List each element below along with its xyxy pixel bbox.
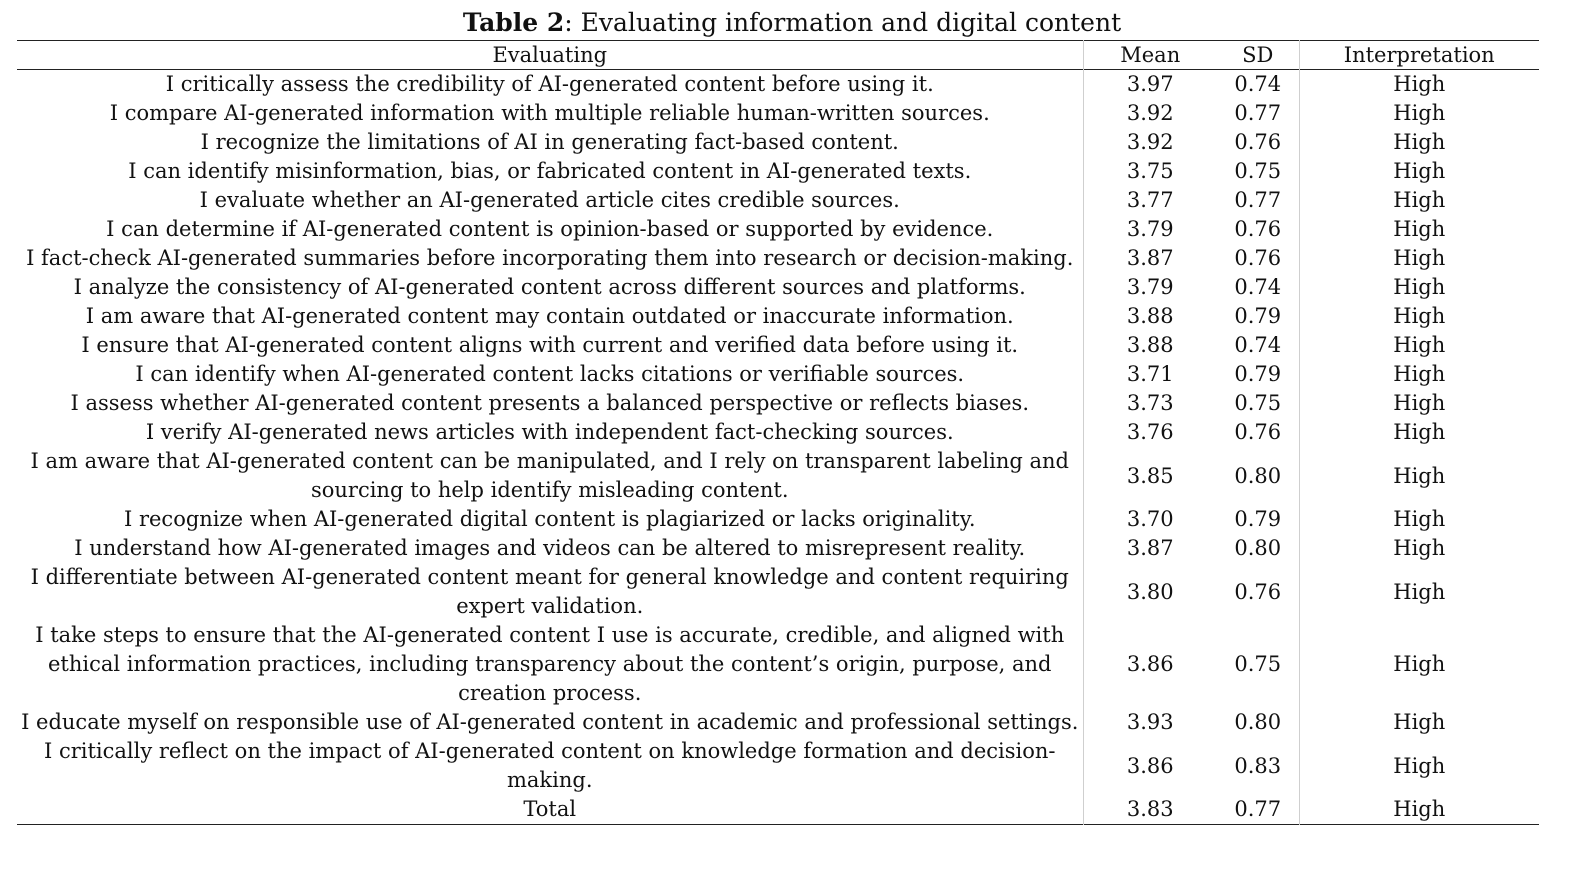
row-mean: 3.92 [1083, 99, 1217, 128]
row-statement: I critically reflect on the impact of AI-generated content on knowledge formation and decision-making. [44, 739, 1056, 792]
row-sd: 0.80 [1234, 536, 1282, 560]
table-row [17, 389, 1539, 418]
table-row [17, 215, 1539, 244]
row-sd: 0.74 [1234, 72, 1282, 96]
row-sd: 0.76 [1234, 579, 1282, 604]
row-interpretation: High [1299, 563, 1539, 621]
row-interpretation: High [1299, 534, 1539, 563]
table-caption [0, 6, 1584, 40]
table-row [17, 708, 1539, 737]
row-sd: 0.75 [1234, 159, 1282, 183]
row-interpretation: High [1299, 273, 1539, 302]
total-interpretation: High [1299, 795, 1539, 825]
row-statement: I evaluate whether an AI-generated article cites credible sources. [199, 188, 900, 212]
table-row [17, 621, 1539, 708]
row-sd: 0.77 [1234, 188, 1282, 212]
total-sd: 0.77 [1234, 797, 1282, 821]
row-mean: 3.87 [1083, 534, 1217, 563]
row-sd: 0.79 [1234, 362, 1282, 386]
row-mean: 3.97 [1083, 70, 1217, 100]
row-sd: 0.76 [1234, 217, 1282, 241]
row-interpretation: High [1299, 621, 1539, 708]
row-statement: I fact-check AI-generated summaries before incorporating them into research or decision-making. [26, 246, 1074, 270]
table-row [17, 534, 1539, 563]
row-statement: I compare AI-generated information with multiple reliable human-written sources. [109, 101, 990, 125]
row-statement: I understand how AI-generated images and videos can be altered to misrepresent reality. [74, 536, 1026, 560]
row-interpretation: High [1299, 244, 1539, 273]
header-statement: Evaluating [492, 43, 608, 67]
row-interpretation: High [1299, 128, 1539, 157]
table-row [17, 447, 1539, 505]
row-mean: 3.86 [1083, 621, 1217, 708]
row-mean: 3.88 [1083, 331, 1217, 360]
row-statement: I recognize the limitations of AI in generating fact-based content. [200, 130, 899, 154]
row-sd: 0.79 [1234, 304, 1282, 328]
table-caption-label: Table 2 [462, 8, 565, 37]
table-row [17, 128, 1539, 157]
row-sd: 0.76 [1234, 130, 1282, 154]
row-interpretation: High [1299, 505, 1539, 534]
row-sd: 0.77 [1234, 101, 1282, 125]
row-mean: 3.86 [1083, 737, 1217, 795]
row-interpretation: High [1299, 99, 1539, 128]
row-interpretation: High [1299, 447, 1539, 505]
row-statement: I analyze the consistency of AI-generated content across different sources and platforms. [73, 275, 1026, 299]
row-mean: 3.75 [1083, 157, 1217, 186]
row-mean: 3.87 [1083, 244, 1217, 273]
row-statement: I take steps to ensure that the AI-generated content I use is accurate, credible, and aligned with ethical information practices, including transparency about the content’s origin, purpose, and creation process. [35, 623, 1065, 705]
row-statement: I differentiate between AI-generated content meant for general knowledge and content requiring expert validation. [30, 565, 1069, 618]
row-interpretation: High [1299, 215, 1539, 244]
row-interpretation: High [1299, 70, 1539, 100]
row-mean: 3.80 [1083, 563, 1217, 621]
row-sd: 0.79 [1234, 507, 1282, 531]
row-statement: I critically assess the credibility of AI-generated content before using it. [165, 72, 934, 96]
table-row [17, 157, 1539, 186]
table-header-row [17, 41, 1539, 70]
row-mean: 3.92 [1083, 128, 1217, 157]
row-mean: 3.88 [1083, 302, 1217, 331]
row-statement: I recognize when AI-generated digital content is plagiarized or lacks originality. [124, 507, 976, 531]
table-row [17, 737, 1539, 795]
row-interpretation: High [1299, 737, 1539, 795]
evaluating-table [17, 40, 1539, 825]
header-sd: SD [1242, 43, 1274, 67]
row-sd: 0.83 [1234, 753, 1282, 778]
total-label: Total [523, 797, 577, 821]
row-mean: 3.77 [1083, 186, 1217, 215]
row-statement: I ensure that AI-generated content aligns with current and verified data before using it. [81, 333, 1019, 357]
table-total-row [17, 795, 1539, 825]
row-statement: I can determine if AI-generated content is opinion-based or supported by evidence. [106, 217, 994, 241]
row-interpretation: High [1299, 157, 1539, 186]
table-row [17, 418, 1539, 447]
row-interpretation: High [1299, 360, 1539, 389]
table-row [17, 360, 1539, 389]
row-mean: 3.73 [1083, 389, 1217, 418]
row-interpretation: High [1299, 389, 1539, 418]
row-statement: I am aware that AI-generated content can be manipulated, and I rely on transparent labeling and sourcing to help identify misleading content. [30, 449, 1069, 502]
table-row [17, 70, 1539, 100]
row-mean: 3.76 [1083, 418, 1217, 447]
table-row [17, 302, 1539, 331]
row-mean: 3.70 [1083, 505, 1217, 534]
row-interpretation: High [1299, 331, 1539, 360]
row-mean: 3.85 [1083, 447, 1217, 505]
table-row [17, 186, 1539, 215]
table-caption-text: : Evaluating information and digital content [564, 8, 1122, 37]
header-mean: Mean [1083, 41, 1217, 70]
table-row [17, 563, 1539, 621]
table-row [17, 505, 1539, 534]
row-interpretation: High [1299, 302, 1539, 331]
row-sd: 0.75 [1234, 391, 1282, 415]
table-row [17, 99, 1539, 128]
row-statement: I assess whether AI-generated content presents a balanced perspective or reflects biases. [70, 391, 1030, 415]
row-statement: I educate myself on responsible use of AI-generated content in academic and professional settings. [21, 710, 1079, 734]
table-row [17, 331, 1539, 360]
row-statement: I am aware that AI-generated content may contain outdated or inaccurate information. [85, 304, 1014, 328]
row-sd: 0.76 [1234, 420, 1282, 444]
row-sd: 0.74 [1234, 275, 1282, 299]
table-row [17, 273, 1539, 302]
row-mean: 3.71 [1083, 360, 1217, 389]
row-mean: 3.79 [1083, 215, 1217, 244]
row-interpretation: High [1299, 186, 1539, 215]
row-sd: 0.80 [1234, 710, 1282, 734]
row-interpretation: High [1299, 708, 1539, 737]
row-sd: 0.76 [1234, 246, 1282, 270]
row-statement: I can identify misinformation, bias, or fabricated content in AI-generated texts. [128, 159, 972, 183]
row-sd: 0.80 [1234, 463, 1282, 488]
row-interpretation: High [1299, 418, 1539, 447]
total-mean: 3.83 [1083, 795, 1217, 825]
row-mean: 3.93 [1083, 708, 1217, 737]
row-mean: 3.79 [1083, 273, 1217, 302]
row-sd: 0.74 [1234, 333, 1282, 357]
header-interpretation: Interpretation [1299, 41, 1539, 70]
table-row [17, 244, 1539, 273]
row-statement: I can identify when AI-generated content lacks citations or verifiable sources. [135, 362, 965, 386]
row-statement: I verify AI-generated news articles with independent fact-checking sources. [145, 420, 954, 444]
row-sd: 0.75 [1234, 652, 1282, 676]
